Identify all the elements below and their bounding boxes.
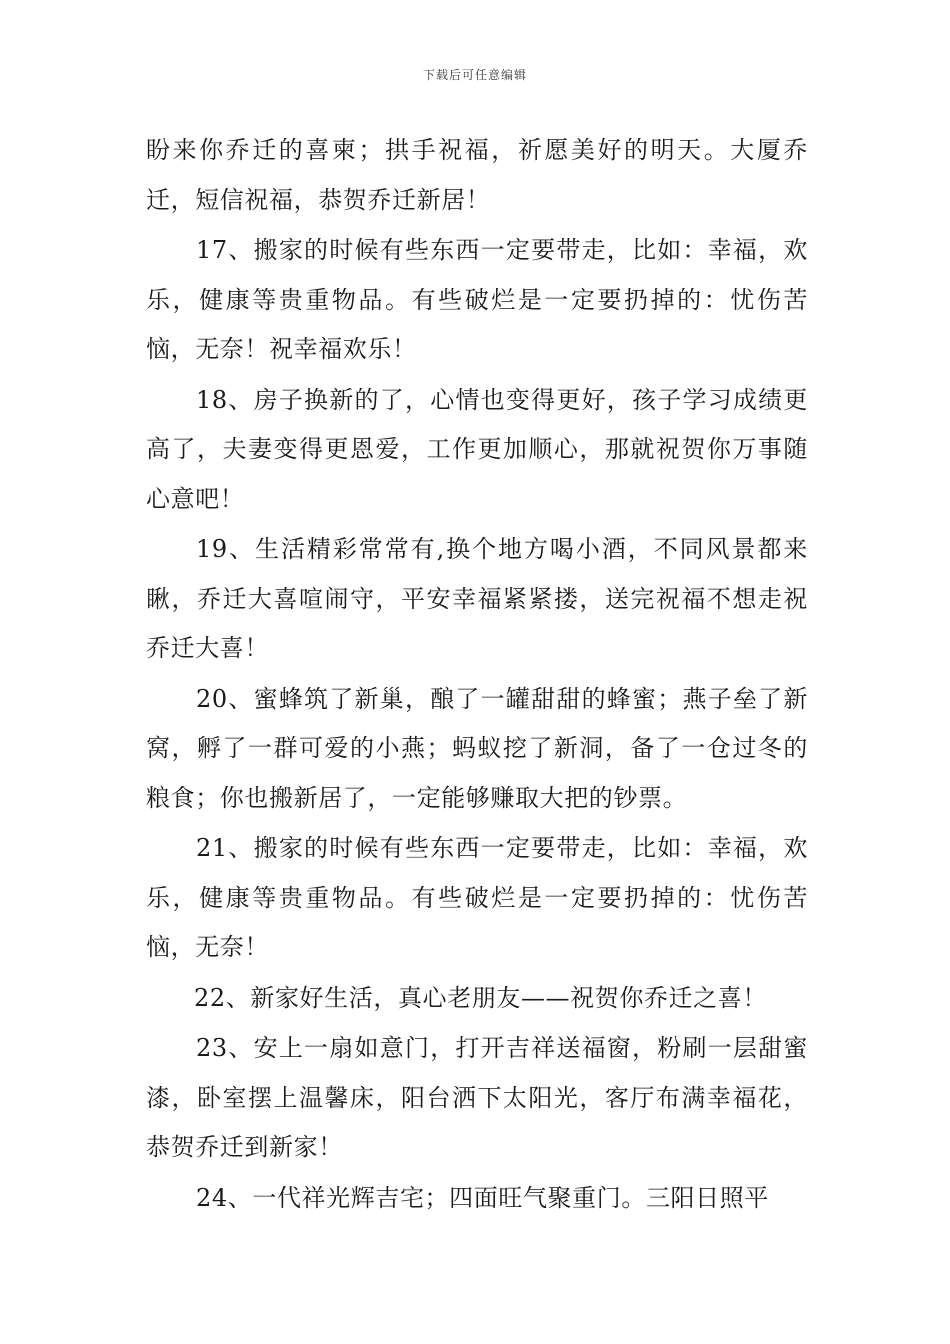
document-body — [146, 126, 808, 1224]
page-header: 下载后可任意编辑 — [422, 68, 527, 82]
paragraph-continuation: 盼来你乔迁的喜柬；拱手祝福，祈愿美好的明天。大厦乔迁，短信祝福，恭贺乔迁新居！ — [146, 136, 808, 214]
paragraph-18: 18、房子换新的了，心情也变得更好，孩子学习成绩更高了，夫妻变得更恩爱，工作更加顺心，那就祝贺你万事随心意吧！ — [146, 385, 808, 513]
paragraph-23: 23、安上一扇如意门，打开吉祥送福窗，粉刷一层甜蜜漆，卧室摆上温馨床，阳台洒下太阳光，客厅布满幸福花，恭贺乔迁到新家！ — [146, 1034, 808, 1161]
paragraph-19: 19、生活精彩常常有,换个地方喝小酒，不同风景都来瞅，乔迁大喜喧闹守，平安幸福紧紧搂，送完祝福不想走祝乔迁大喜！ — [146, 535, 808, 662]
paragraph-20: 20、蜜蜂筑了新巢，酿了一罐甜甜的蜂蜜；燕子垒了新窝，孵了一群可爱的小燕；蚂蚁挖了新洞，备了一仓过冬的粮食；你也搬新居了，一定能够赚取大把的钞票。 — [146, 684, 808, 812]
paragraph-22: 22、新家好生活，真心老朋友——祝贺你乔迁之喜！ — [194, 983, 767, 1012]
paragraph-24: 24、一代祥光辉吉宅；四面旺气聚重门。三阳日照平 — [196, 1183, 769, 1212]
paragraph-17: 17、搬家的时候有些东西一定要带走，比如：幸福，欢乐，健康等贵重物品。有些破烂是一定要扔掉的：忧伤苦恼，无奈！祝幸福欢乐！ — [146, 236, 808, 363]
paragraph-21: 21、搬家的时候有些东西一定要带走，比如：幸福，欢乐，健康等贵重物品。有些破烂是一定要扔掉的：忧伤苦恼，无奈！ — [146, 834, 808, 961]
